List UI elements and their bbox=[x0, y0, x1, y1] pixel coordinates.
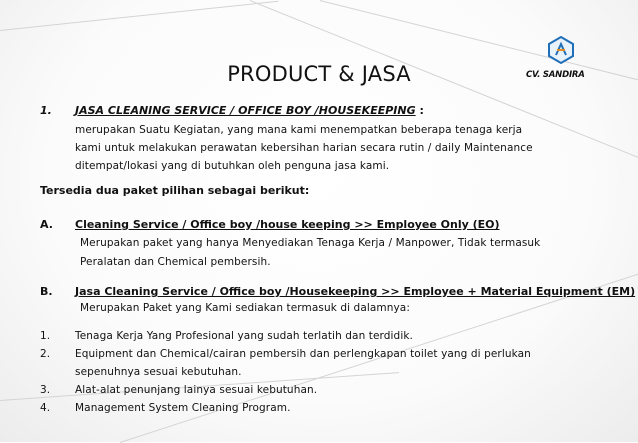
company-logo-icon bbox=[547, 36, 575, 64]
section-text-line: merupakan Suatu Kegiatan, yang mana kami menempatkan beberapa tenaga kerja bbox=[75, 124, 523, 136]
list-item: Equipment dan Chemical/cairan pembersih dan perlengkapan toilet yang di perlukan bbox=[75, 348, 531, 360]
list-item-number: 4. bbox=[40, 402, 51, 414]
package-a-text-line: Merupakan paket yang hanya Menyediakan Tenaga Kerja / Manpower, Tidak termasuk bbox=[80, 237, 541, 249]
package-b-letter: B. bbox=[40, 285, 53, 298]
brand-name: CV. SANDIRA bbox=[526, 70, 585, 80]
list-item-continuation: sepenuhnya sesuai kebutuhan. bbox=[75, 366, 242, 378]
package-b-text-line: Merupakan Paket yang Kami sediakan termasuk di dalamnya: bbox=[80, 302, 410, 314]
packages-intro: Tersedia dua paket pilihan sebagai berikut: bbox=[40, 184, 310, 197]
page-title: PRODUCT & JASA bbox=[227, 62, 411, 86]
package-a-letter: A. bbox=[40, 218, 53, 231]
list-item: Tenaga Kerja Yang Profesional yang sudah terlatih dan terdidik. bbox=[75, 330, 413, 342]
section-heading-row bbox=[75, 104, 424, 117]
section-number: 1. bbox=[40, 104, 52, 117]
section-text-line: kami untuk melakukan perawatan kebersihan harian secara rutin / daily Maintenance bbox=[75, 142, 533, 154]
section-text-line: ditempat/lokasi yang di butuhkan oleh penguna jasa kami. bbox=[75, 160, 390, 172]
section-heading-colon: : bbox=[415, 104, 424, 117]
list-item-number: 1. bbox=[40, 330, 51, 342]
list-item: Management System Cleaning Program. bbox=[75, 402, 291, 414]
package-b-heading: Jasa Cleaning Service / Office boy /Housekeeping >> Employee + Material Equipment (EM) bbox=[75, 285, 636, 298]
list-item-number: 2. bbox=[40, 348, 51, 360]
list-item: Alat-alat penunjang lainya sesuai kebutuhan. bbox=[75, 384, 318, 396]
list-item-number: 3. bbox=[40, 384, 51, 396]
package-a-heading: Cleaning Service / Office boy /house keeping >> Employee Only (EO) bbox=[75, 218, 500, 231]
package-a-text-line: Peralatan dan Chemical pembersih. bbox=[80, 256, 271, 268]
section-heading: JASA CLEANING SERVICE / OFFICE BOY /HOUSEKEEPING bbox=[75, 104, 416, 117]
